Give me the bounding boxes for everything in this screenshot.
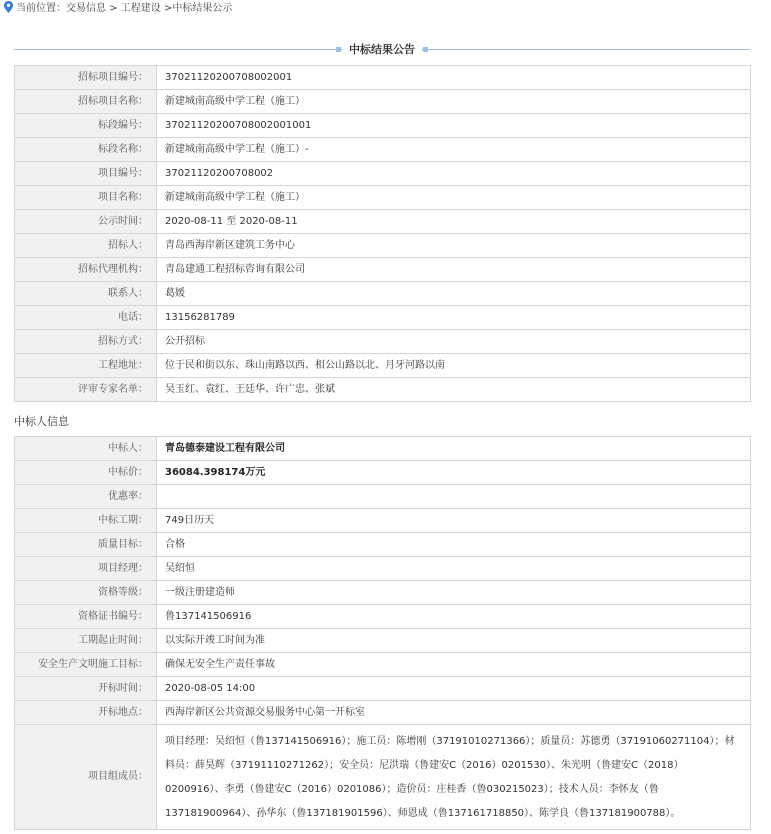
field-value: 吴玉红、袁红、王廷华、许广忠、张斌 [157,378,751,402]
field-value: 青岛西海岸新区建筑工务中心 [157,234,751,258]
table-row [15,234,751,258]
breadcrumb-link-engineering[interactable]: 工程建设 [120,3,161,14]
field-value: 37021120200708002001 [157,66,751,90]
field-value: 西海岸新区公共资源交易服务中心第一开标室 [157,701,751,725]
table-row [15,485,751,509]
project-team-members: 项目经理：吴绍恒（鲁137141506916）；施工员：陈增刚（37191010271366）；质量员：苏德勇（37191060271104）；材料员：薛昊辉（37191110271262）；安全员：尼洪瑞（鲁建安C（2016）0201530）、朱光明（鲁建安C（2018）0200916）、李勇（鲁建安C（2016）0201086）；造价员：庄桂香（鲁030215023）；技术人员：李怀友（鲁137181900964）、孙华东（鲁137181901596）、师恩成（鲁137161718850）、陈学良（鲁137181900788）。 [157,725,751,830]
field-label: 资格等级： [15,581,157,605]
field-label: 项目经理： [15,557,157,581]
breadcrumb [4,1,232,17]
table-row [15,533,751,557]
field-value: 青岛德泰建设工程有限公司 [157,437,751,461]
field-label: 联系人： [15,282,157,306]
field-label: 开标地点： [15,701,157,725]
table-row [15,138,751,162]
breadcrumb-separator: > [109,3,118,14]
field-label: 项目名称： [15,186,157,210]
field-value: 合格 [157,533,751,557]
table-row [15,330,751,354]
location-pin-icon [4,1,13,19]
table-row [15,557,751,581]
breadcrumb-current: 中标结果公示 [172,3,233,14]
breadcrumb-separator: > [163,3,173,14]
field-value: 位于民和街以东、珠山南路以西、相公山路以北、月牙河路以南 [157,354,751,378]
field-value: 新建城南高级中学工程（施工） [157,186,751,210]
table-row [15,282,751,306]
field-value: 37021120200708002 [157,162,751,186]
notice-header [14,41,750,59]
table-row [15,186,751,210]
breadcrumb-link-trading-info[interactable]: 交易信息 [66,3,106,14]
header-divider-marker [423,47,428,52]
table-row [15,306,751,330]
field-value: 749日历天 [157,509,751,533]
field-value: 2020-08-11 至 2020-08-11 [157,210,751,234]
field-label: 评审专家名单： [15,378,157,402]
field-label: 中标工期： [15,509,157,533]
table-row [15,629,751,653]
field-value: 青岛建通工程招标咨询有限公司 [157,258,751,282]
field-label: 招标代理机构： [15,258,157,282]
field-value: 以实际开竣工时间为准 [157,629,751,653]
breadcrumb-prefix: 当前位置： [16,3,66,14]
table-row [15,114,751,138]
field-label: 标段名称： [15,138,157,162]
field-value: 鲁137141506916 [157,605,751,629]
field-value: 2020-08-05 14:00 [157,677,751,701]
field-value: 新建城南高级中学工程（施工） [157,90,751,114]
winner-info-table [14,436,751,830]
field-value: 确保无安全生产责任事故 [157,653,751,677]
winner-section-title: 中标人信息 [14,415,69,428]
field-label: 中标人： [15,437,157,461]
table-row [15,581,751,605]
field-value: 葛媛 [157,282,751,306]
table-row [15,461,751,485]
project-info-table [14,65,751,402]
field-label: 电话： [15,306,157,330]
field-label: 质量目标： [15,533,157,557]
field-label: 开标时间： [15,677,157,701]
field-value: 37021120200708002001001 [157,114,751,138]
table-row [15,725,751,830]
field-label: 优惠率： [15,485,157,509]
field-label: 招标方式： [15,330,157,354]
table-row [15,90,751,114]
table-row [15,258,751,282]
table-row [15,653,751,677]
field-label: 安全生产文明施工目标： [15,653,157,677]
field-value: 吴绍恒 [157,557,751,581]
field-label: 招标人： [15,234,157,258]
field-label: 项目组成员： [15,725,157,830]
table-row [15,437,751,461]
field-label: 中标价： [15,461,157,485]
field-label: 公示时间： [15,210,157,234]
field-label: 工程地址： [15,354,157,378]
field-label: 标段编号： [15,114,157,138]
field-value: 新建城南高级中学工程（施工）- [157,138,751,162]
table-row [15,378,751,402]
field-label: 工期起止时间： [15,629,157,653]
table-row [15,354,751,378]
field-value: 公开招标 [157,330,751,354]
field-value: 13156281789 [157,306,751,330]
table-row [15,66,751,90]
notice-title: 中标结果公告 [343,41,421,59]
field-label: 招标项目编号： [15,66,157,90]
header-divider-marker [336,47,341,52]
field-value: 一级注册建造师 [157,581,751,605]
field-label: 资格证书编号： [15,605,157,629]
table-row [15,677,751,701]
field-label: 招标项目名称： [15,90,157,114]
table-row [15,509,751,533]
table-row [15,162,751,186]
table-row [15,210,751,234]
field-label: 项目编号： [15,162,157,186]
table-row [15,701,751,725]
table-row [15,605,751,629]
field-value: 36084.398174万元 [157,461,751,485]
field-value [157,485,751,509]
